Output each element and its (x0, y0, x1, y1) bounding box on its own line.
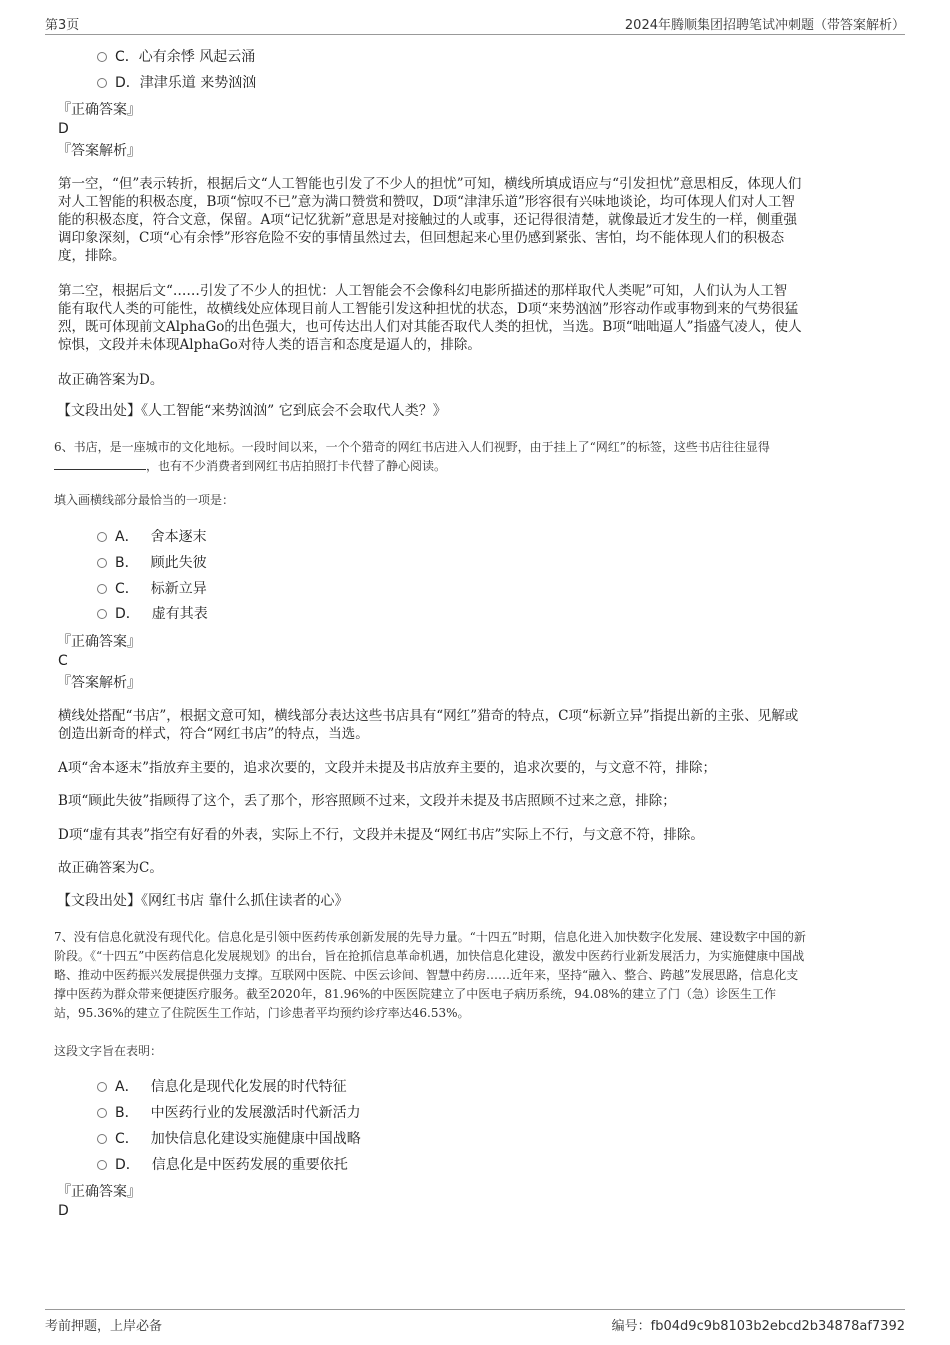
footer-slogan: 考前押题，上岸必备 (45, 1319, 163, 1334)
radio-icon[interactable] (97, 532, 107, 542)
q5-analysis-para2 (58, 282, 898, 354)
q5-analysis-para1 (58, 175, 898, 265)
q7-prompt: 这段文字旨在表明： (54, 1044, 163, 1058)
q7-option-d[interactable]: D． 信息化是中医药发展的重要依托 (97, 1155, 348, 1175)
text-line: 6、书店，是一座城市的文化地标。一段时间以来，一个个猎奇的网红书店进入人们视野，由于挂上了“网红”的标签，这些书店往往显得 (54, 440, 770, 454)
text-line: 撑中医药为群众带来便捷医疗服务。截至2020年，81.96%的中医医院建立了中医电子病历系统，94.08%的建立了门（急）诊医生工作 (54, 987, 777, 1001)
page-header (45, 12, 905, 35)
document-title: 2024年腾顺集团招聘笔试冲刺题（带答案解析） (624, 18, 905, 33)
q6-conclusion: 故正确答案为C。 (58, 860, 163, 876)
page-number: 第3页 (45, 18, 80, 33)
text-line: 7、没有信息化就没有现代化。信息化是引领中医药传承创新发展的先导力量。“十四五”时期，信息化进入加快数字化发展、建设数字中国的新 (54, 930, 806, 944)
radio-icon[interactable] (97, 558, 107, 568)
text-line: ，也有不少消费者到网红书店拍照打卡代替了静心阅读。 (54, 457, 904, 476)
text-line: 惊惧，文段并未体现AlphaGo对待人类的语言和态度是逼人的，排除。 (58, 337, 481, 353)
q7-stem (54, 928, 904, 1023)
q6-analysis-para3: B项“顾此失彼”指顾得了这个，丢了那个，形容照顾不过来，文段并未提及书店照顾不过来之意，排除； (58, 793, 676, 809)
radio-icon[interactable] (97, 52, 107, 62)
q7-answer: D (58, 1203, 69, 1219)
text-line: 第一空，“但”表示转折，根据后文“人工智能也引发了不少人的担忧”可知，横线所填成语应与“引发担忧”意思相反，体现人们 (58, 176, 802, 192)
q6-option-d[interactable]: D． 虚有其表 (97, 604, 208, 624)
q6-answer: C (58, 653, 68, 669)
document-code: 编号：fb04d9c9b8103b2ebcd2b34878af7392 (611, 1319, 905, 1334)
text-line: 阶段。《“十四五”中医药信息化发展规划》的出台，旨在抢抓信息革命机遇，加快信息化建设，激发中医药行业新发展活力，为实施健康中国战 (54, 949, 805, 963)
text-line: 能有取代人类的可能性，故横线处应体现目前人工智能引发这种担忧的状态，D项“来势汹汹”形容动作或事物到来的气势很猛 (58, 301, 799, 317)
q6-analysis-para4: D项“虚有其表”指空有好看的外表，实际上不行，文段并未提及“网红书店”实际上不行，与文意不符，排除。 (58, 827, 704, 843)
q6-analysis-para1 (58, 707, 898, 743)
radio-icon[interactable] (97, 78, 107, 88)
page-footer (45, 1309, 905, 1334)
radio-icon[interactable] (97, 1134, 107, 1144)
q7-option-c[interactable]: C． 加快信息化建设实施健康中国战略 (97, 1129, 361, 1149)
q6-source: 【文段出处】《网红书店 靠什么抓住读者的心》 (57, 893, 349, 909)
q6-answer-tag: 『正确答案』 (57, 634, 141, 650)
q5-option-c[interactable]: C．心有余悸 风起云涌 (97, 47, 255, 67)
q6-option-c[interactable]: C． 标新立异 (97, 579, 207, 599)
q7-option-b[interactable]: B． 中医药行业的发展激活时代新活力 (97, 1103, 361, 1123)
q6-stem (54, 438, 904, 476)
q6-analysis-para2: A项“舍本逐末”指放弃主要的，追求次要的，文段并未提及书店放弃主要的，追求次要的，与文意不符，排除； (58, 760, 717, 776)
q5-answer-tag: 『正确答案』 (57, 102, 141, 118)
q5-answer: D (58, 121, 69, 137)
text-line: 创造出新奇的样式，符合“网红书店”的特点，当选。 (58, 726, 369, 742)
q6-prompt: 填入画横线部分最恰当的一项是： (54, 493, 235, 507)
q6-option-a[interactable]: A． 舍本逐末 (97, 527, 207, 547)
radio-icon[interactable] (97, 1160, 107, 1170)
q6-option-b[interactable]: B． 顾此失彼 (97, 553, 207, 573)
radio-icon[interactable] (97, 584, 107, 594)
q7-answer-tag: 『正确答案』 (57, 1184, 141, 1200)
text-line: 能的积极态度，符合文意，保留。A项“记忆犹新”意思是对接触过的人或事，还记得很清楚，就像最近才发生的一样，侧重强 (58, 212, 798, 228)
q7-option-a[interactable]: A． 信息化是现代化发展的时代特征 (97, 1077, 347, 1097)
fill-blank (54, 457, 146, 470)
q5-option-d[interactable]: D．津津乐道 来势汹汹 (97, 73, 256, 93)
text-line: 站，95.36%的建立了住院医生工作站，门诊患者平均预约诊疗率达46.53%。 (54, 1006, 470, 1020)
q5-conclusion: 故正确答案为D。 (58, 372, 164, 388)
radio-icon[interactable] (97, 609, 107, 619)
q6-analysis-tag: 『答案解析』 (57, 675, 141, 691)
q5-source: 【文段出处】《人工智能“来势汹汹” 它到底会不会取代人类？》 (57, 403, 447, 419)
text-line: 略、推动中医药振兴发展提供强力支撑。互联网中医院、中医云诊间、智慧中药房……近年来，坚持“融入、整合、跨越”发展思路，信息化支 (54, 968, 799, 982)
radio-icon[interactable] (97, 1108, 107, 1118)
text-line: 烈，既可体现前文AlphaGo的出色强大，也可传达出人们对其能否取代人类的担忧，当选。B项“咄咄逼人”指盛气凌人，使人 (58, 319, 802, 335)
text-line: 度，排除。 (58, 248, 126, 264)
text-line: 横线处搭配“书店”，根据文意可知，横线部分表达这些书店具有“网红”猎奇的特点，C项“标新立异”指提出新的主张、见解或 (58, 708, 799, 724)
q5-analysis-tag: 『答案解析』 (57, 143, 141, 159)
text-line: 调印象深刻，C项“心有余悸”形容危险不安的事情虽然过去，但回想起来心里仍感到紧张、害怕，均不能体现人们的积极态 (58, 230, 785, 246)
text-line: 第二空，根据后文“……引发了不少人的担忧：人工智能会不会像科幻电影所描述的那样取代人类呢”可知，人们认为人工智 (58, 283, 788, 299)
text-line: 对人工智能的积极态度，B项“惊叹不已”意为满口赞赏和赞叹，D项“津津乐道”形容很有兴味地谈论，均可体现人们对人工智 (58, 194, 795, 210)
radio-icon[interactable] (97, 1082, 107, 1092)
